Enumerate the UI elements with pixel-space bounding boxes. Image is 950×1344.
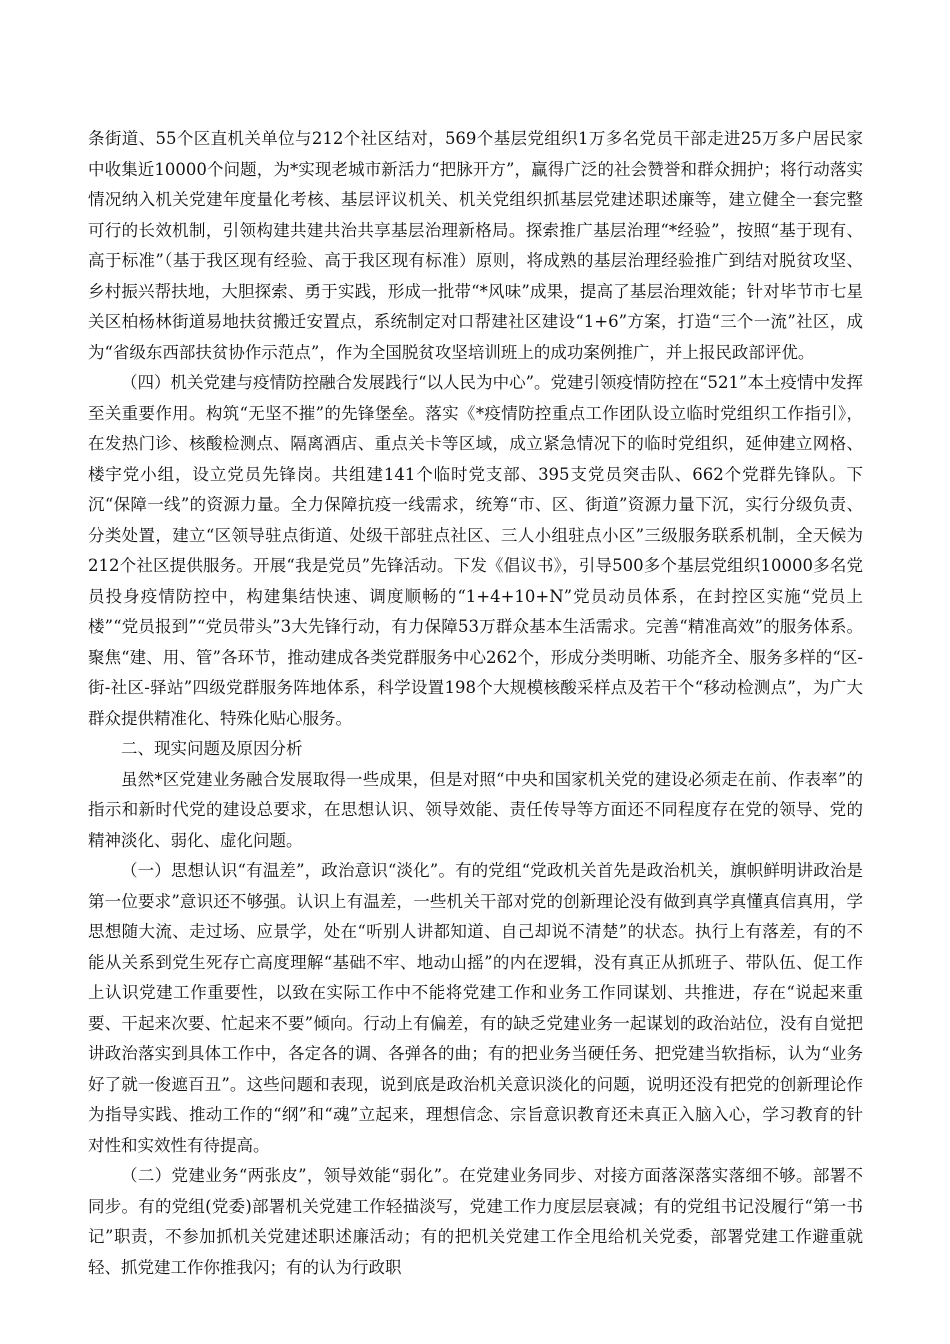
paragraph-problem-two: （二）党建业务“两张皮”，领导效能“弱化”。在党建业务同步、对接方面落深落实落细不够。部署不同步。有的党组(党委)部署机关党建工作轻描淡写，党建工作力度层层衰减；有的党组书记没履行“第一书记”职责，不参加抓机关党建述职述廉活动；有的把机关党建工作全甩给机关党委，部署党建工作避重就轻、抓党建工作你推我闪；有的认为行政职 (88, 1166, 863, 1277)
paragraph-intro-continuation: 条街道、55个区直机关单位与212个社区结对，569个基层党组织1万多名党员干部走进25万多户居民家中收集近10000个问题，为*实现老城市新活力“把脉开方”，赢得广泛的社会赞誉和群众拥护；将行动落实情况纳入机关党建年度量化考核、基层评议机关、机关党组织抓基层党建述职述廉等，建立健全一套完整可行的长效机制，引领构建共建共治共享基层治理新格局。探索推广基层治理“*经验”，按照“基于现有、高于标准”（基于我区现有经验、高于我区现有标准）原则，将成熟的基层治理经验推广到结对脱贫攻坚、乡村振兴帮扶地，大胆探索、勇于实践，形成一批带“*风味”成果，提高了基层治理效能；针对毕节市七星关区柏杨林街道易地扶贫搬迁安置点，系统制定对口帮建社区建设“1+6”方案，打造“三个一流”社区，成为“省级东西部扶贫协作示范点”，作为全国脱贫攻坚培训班上的成功案例推广，并上报民政部评优。 (88, 129, 863, 362)
paragraph-problems-overview: 虽然*区党建业务融合发展取得一些成果，但是对照“中央和国家机关党的建设必须走在前、作表率”的指示和新时代党的建设总要求，在思想认识、领导效能、责任传导等方面还不同程度存在党的领导、党的精神淡化、弱化、虚化问题。 (88, 769, 863, 850)
document-body (88, 124, 863, 1283)
section-heading-problems: 二、现实问题及原因分析 (121, 739, 303, 758)
paragraph-section-four: （四）机关党建与疫情防控融合发展践行“以人民为中心”。党建引领疫情防控在“521”本土疫情中发挥至关重要作用。构筑“无坚不摧”的先锋堡垒。落实《*疫情防控重点工作团队设立临时党组织工作指引》，在发热门诊、核酸检测点、隔离酒店、重点关卡等区域，成立紧急情况下的临时党组织，延伸建立网格、楼宇党小组，设立党员先锋岗。共组建141个临时党支部、395支党员突击队、662个党群先锋队。下沉“保障一线”的资源力量。全力保障抗疫一线需求，统筹“市、区、街道”资源力量下沉，实行分级负责、分类处置，建立“区领导驻点街道、处级干部驻点社区、三人小组驻点小区”三级服务联系机制，全天候为212个社区提供服务。开展“我是党员”先锋活动。下发《倡议书》，引导500多个基层党组织10000多名党员投身疫情防控中，构建集结快速、调度顺畅的“1+4+10+N”党员动员体系，在封控区实施“党员上楼”“党员报到”“党员带头”3大先锋行动，有力保障53万群众基本生活需求。完善“精准高效”的服务体系。聚焦“建、用、管”各环节，推动建成各类党群服务中心262个，形成分类明晰、功能齐全、服务多样的“区-街-社区-驿站”四级党群服务阵地体系，科学设置198个大规模核酸采样点及若干个“移动检测点”，为广大群众提供精准化、特殊化贴心服务。 (88, 373, 863, 728)
paragraph-problem-one: （一）思想认识“有温差”，政治意识“淡化”。有的党组“党政机关首先是政治机关，旗帜鲜明讲政治是第一位要求”意识还不够强。认识上有温差，一些机关干部对党的创新理论没有做到真学真懂真信真用，学思想随大流、走过场、应景学，处在“听别人讲都知道、自己却说不清楚”的状态。执行上有落差，有的不能从关系到党生死存亡高度理解“基础不牢、地动山摇”的内在逻辑，没有真正从抓班子、带队伍、促工作上认识党建工作重要性，以致在实际工作中不能将党建工作和业务工作同谋划、共推进，存在“说起来重要、干起来次要、忙起来不要”倾向。行动上有偏差，有的缺乏党建业务一起谋划的政治站位，没有自觉把讲政治落实到具体工作中，各定各的调、各弹各的曲；有的把业务当硬任务、把党建当软指标，认为“业务好了就一俊遮百丑”。这些问题和表现，说到底是政治机关意识淡化的问题，说明还没有把党的创新理论作为指导实践、推动工作的“纲”和“魂”立起来，理想信念、宗旨意识教育还未真正入脑入心，学习教育的针对性和实效性有待提高。 (88, 861, 863, 1155)
